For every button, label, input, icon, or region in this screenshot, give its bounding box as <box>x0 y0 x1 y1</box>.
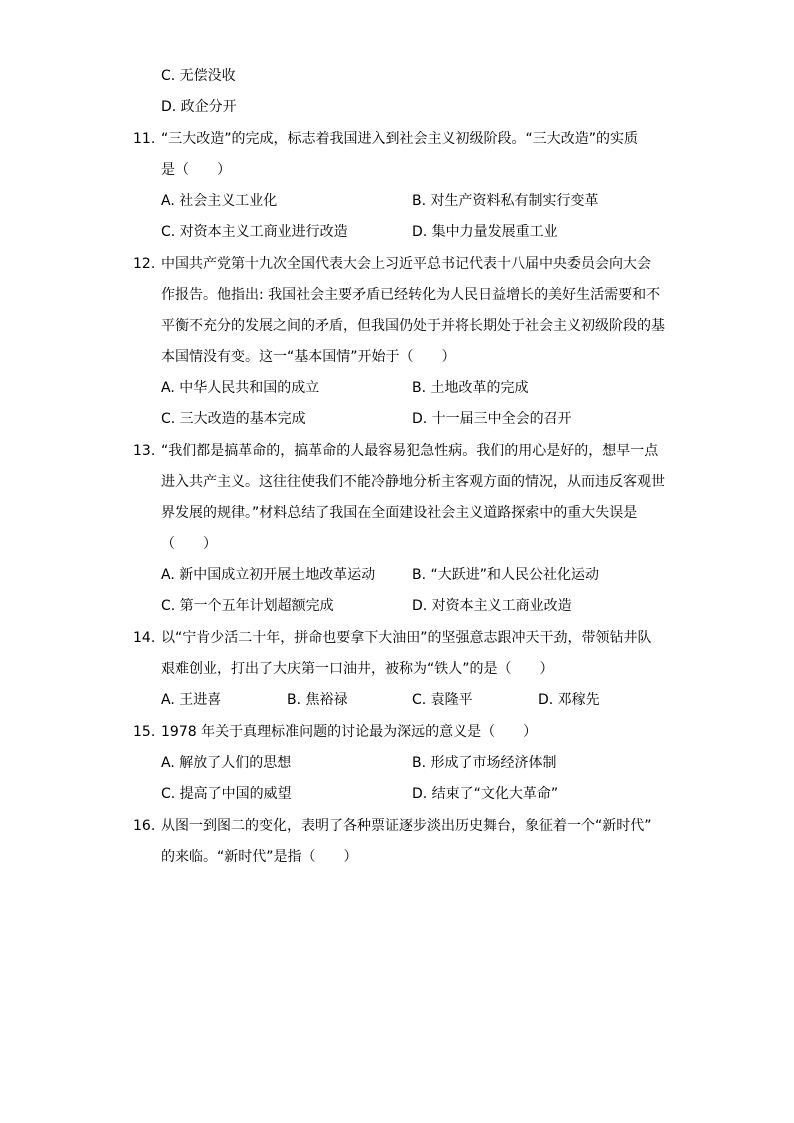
option-d: D. 邓稼先 <box>538 692 600 708</box>
question-number: 12. <box>133 256 156 272</box>
option-d: D. 对资本主义工商业改造 <box>412 598 572 614</box>
question-text-line: “我们都是搞革命的，搞革命的人最容易犯急性病。我们的用心是好的，想早一点 <box>161 443 659 459</box>
option-b: B. 形成了市场经济体制 <box>412 755 557 771</box>
option-c: C. 第一个五年计划超额完成 <box>161 598 334 614</box>
question-text-line: 本国情没有变。这一“基本国情”开始于（ ） <box>161 349 456 365</box>
question-text-line: 1978 年关于真理标准问题的讨论最为深远的意义是（ ） <box>161 724 538 740</box>
question-text-line: 从图一到图二的变化，表明了各种票证逐步淡出历史舞台，象征着一个“新时代” <box>161 818 652 834</box>
question-text-line: 以“宁肯少活二十年，拼命也要拿下大油田”的坚强意志跟冲天干劲，带领钻井队 <box>161 630 652 646</box>
option-d: D. 政企分开 <box>161 99 237 115</box>
question-text-line: 中国共产党第十九次全国代表大会上习近平总书记代表十八届中央委员会向大会 <box>161 256 651 272</box>
option-b: B. 土地改革的完成 <box>412 380 529 396</box>
option-c: C. 对资本主义工商业进行改造 <box>161 224 348 240</box>
option-a: A. 王进喜 <box>161 692 222 708</box>
question-text-line: 进入共产主义。这往往使我们不能冷静地分析主客观方面的情况，从而违反客观世 <box>161 474 665 490</box>
option-a: A. 新中国成立初开展土地改革运动 <box>161 567 376 583</box>
option-c: C. 三大改造的基本完成 <box>161 411 306 427</box>
question-number: 13. <box>133 443 156 459</box>
question-text-line: （ ） <box>161 536 217 552</box>
question-number: 11. <box>133 131 156 147</box>
option-b: B. 对生产资料私有制实行变革 <box>412 193 599 209</box>
option-d: D. 集中力量发展重工业 <box>412 224 558 240</box>
option-c: C. 袁隆平 <box>412 692 473 708</box>
option-d: D. 十一届三中全会的召开 <box>412 411 572 427</box>
option-a: A. 解放了人们的思想 <box>161 755 292 771</box>
question-text-line: 界发展的规律。”材料总结了我国在全面建设社会主义道路探索中的重大失误是 <box>161 505 638 521</box>
question-text-line: 的来临。“新时代”是指（ ） <box>161 849 358 865</box>
option-b: B. “大跃进”和人民公社化运动 <box>412 567 600 583</box>
question-text-line: 平衡不充分的发展之间的矛盾，但我国仍处于并将长期处于社会主义初级阶段的基 <box>161 318 665 334</box>
option-d: D. 结束了“文化大革命” <box>412 786 559 802</box>
question-text-line: 作报告。他指出: 我国社会主要矛盾已经转化为人民日益增长的美好生活需要和不 <box>161 287 661 303</box>
question-number: 16. <box>133 818 156 834</box>
question-text-line: “三大改造”的完成，标志着我国进入到社会主义初级阶段。“三大改造”的实质 <box>161 131 639 147</box>
option-c: C. 无偿没收 <box>161 68 236 84</box>
option-a: A. 中华人民共和国的成立 <box>161 380 320 396</box>
option-a: A. 社会主义工业化 <box>161 193 278 209</box>
question-text-line: 是（ ） <box>161 162 231 178</box>
option-b: B. 焦裕禄 <box>287 692 348 708</box>
option-c: C. 提高了中国的威望 <box>161 786 292 802</box>
question-text-line: 艰难创业，打出了大庆第一口油井，被称为“铁人”的是（ ） <box>161 661 554 677</box>
question-number: 15. <box>133 724 156 740</box>
question-number: 14. <box>133 630 156 646</box>
